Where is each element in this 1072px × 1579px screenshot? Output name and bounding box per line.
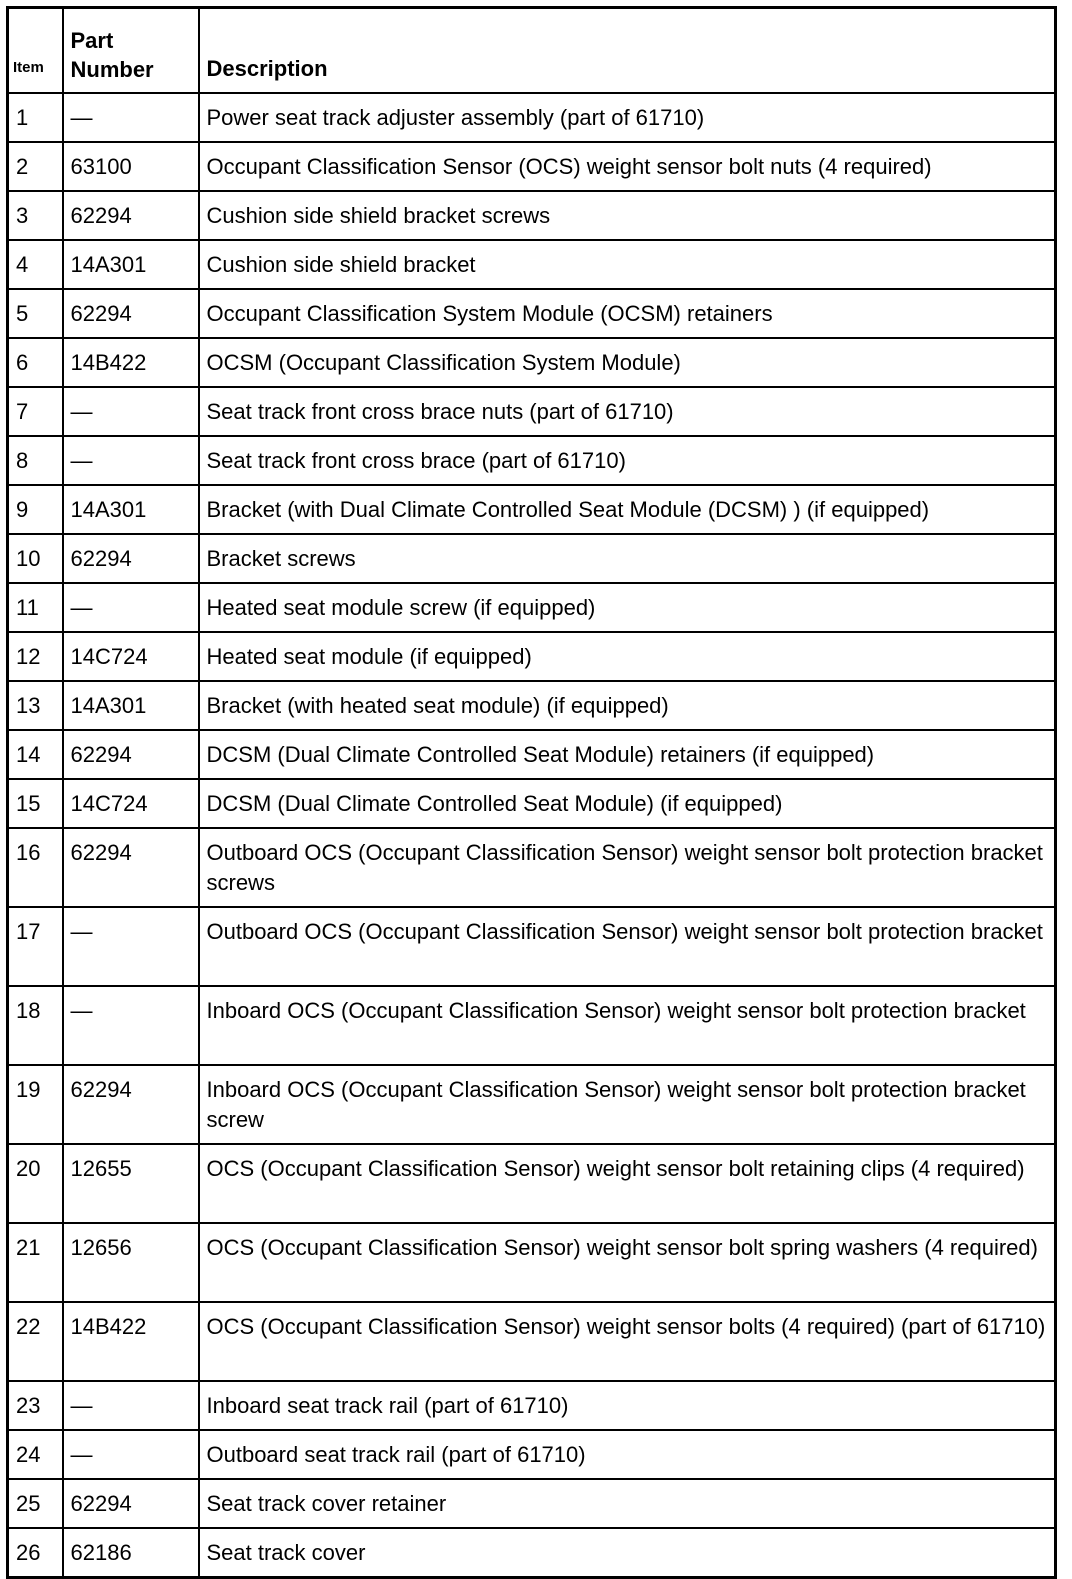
part-number-cell: 14C724 xyxy=(63,779,199,828)
table-row xyxy=(8,485,1056,534)
table-row xyxy=(8,907,1056,986)
description-cell: Inboard OCS (Occupant Classification Sensor) weight sensor bolt protection bracket screw xyxy=(199,1065,1056,1144)
table-row xyxy=(8,1144,1056,1223)
description-cell: OCS (Occupant Classification Sensor) weight sensor bolt spring washers (4 required) xyxy=(199,1223,1056,1302)
description-cell: Inboard seat track rail (part of 61710) xyxy=(199,1381,1056,1430)
item-cell: 19 xyxy=(8,1065,63,1144)
description-cell: Seat track front cross brace (part of 61710) xyxy=(199,436,1056,485)
item-cell: 10 xyxy=(8,534,63,583)
item-cell: 14 xyxy=(8,730,63,779)
table-row xyxy=(8,632,1056,681)
part-number-cell: 12655 xyxy=(63,1144,199,1223)
item-cell: 25 xyxy=(8,1479,63,1528)
item-cell: 18 xyxy=(8,986,63,1065)
item-cell: 9 xyxy=(8,485,63,534)
description-column-header: Description xyxy=(199,8,1056,94)
part-number-cell: — xyxy=(63,436,199,485)
part-number-cell: 62294 xyxy=(63,289,199,338)
table-row xyxy=(8,142,1056,191)
description-cell: Seat track cover xyxy=(199,1528,1056,1578)
part-number-cell: 14A301 xyxy=(63,485,199,534)
description-cell: Power seat track adjuster assembly (part of 61710) xyxy=(199,93,1056,142)
item-cell: 11 xyxy=(8,583,63,632)
part-number-cell: 62294 xyxy=(63,1479,199,1528)
part-number-cell: 14B422 xyxy=(63,1302,199,1381)
item-cell: 1 xyxy=(8,93,63,142)
part-number-cell: 62294 xyxy=(63,534,199,583)
part-number-cell: — xyxy=(63,93,199,142)
item-cell: 13 xyxy=(8,681,63,730)
item-cell: 16 xyxy=(8,828,63,907)
part-number-cell: 62294 xyxy=(63,730,199,779)
part-number-cell: — xyxy=(63,986,199,1065)
description-cell: Occupant Classification Sensor (OCS) weight sensor bolt nuts (4 required) xyxy=(199,142,1056,191)
table-row xyxy=(8,986,1056,1065)
part-number-cell: 14A301 xyxy=(63,240,199,289)
item-cell: 23 xyxy=(8,1381,63,1430)
table-row xyxy=(8,1430,1056,1479)
description-cell: OCS (Occupant Classification Sensor) weight sensor bolts (4 required) (part of 61710) xyxy=(199,1302,1056,1381)
item-cell: 24 xyxy=(8,1430,63,1479)
table-row xyxy=(8,681,1056,730)
description-cell: Seat track front cross brace nuts (part of 61710) xyxy=(199,387,1056,436)
part-number-cell: 62294 xyxy=(63,1065,199,1144)
item-column-header: Item xyxy=(8,8,63,94)
table-row xyxy=(8,828,1056,907)
table-row xyxy=(8,779,1056,828)
description-cell: Occupant Classification System Module (OCSM) retainers xyxy=(199,289,1056,338)
description-cell: DCSM (Dual Climate Controlled Seat Module) retainers (if equipped) xyxy=(199,730,1056,779)
table-row xyxy=(8,730,1056,779)
description-cell: Heated seat module (if equipped) xyxy=(199,632,1056,681)
table-header xyxy=(8,8,1056,94)
part-number-cell: — xyxy=(63,907,199,986)
part-number-column-header: Part Number xyxy=(63,8,199,94)
part-number-cell: 62294 xyxy=(63,828,199,907)
description-cell: Bracket (with Dual Climate Controlled Seat Module (DCSM) ) (if equipped) xyxy=(199,485,1056,534)
description-cell: Outboard seat track rail (part of 61710) xyxy=(199,1430,1056,1479)
part-number-cell: 14B422 xyxy=(63,338,199,387)
description-cell: Heated seat module screw (if equipped) xyxy=(199,583,1056,632)
part-number-cell: 14A301 xyxy=(63,681,199,730)
table-row xyxy=(8,1381,1056,1430)
table-row xyxy=(8,534,1056,583)
description-cell: OCS (Occupant Classification Sensor) weight sensor bolt retaining clips (4 required) xyxy=(199,1144,1056,1223)
part-number-cell: 62294 xyxy=(63,191,199,240)
part-number-cell: — xyxy=(63,387,199,436)
description-cell: Bracket (with heated seat module) (if equipped) xyxy=(199,681,1056,730)
item-cell: 3 xyxy=(8,191,63,240)
item-cell: 15 xyxy=(8,779,63,828)
table-row xyxy=(8,583,1056,632)
table-row xyxy=(8,436,1056,485)
item-cell: 6 xyxy=(8,338,63,387)
table-row xyxy=(8,1065,1056,1144)
parts-table xyxy=(6,6,1057,1579)
table-row xyxy=(8,1302,1056,1381)
item-cell: 8 xyxy=(8,436,63,485)
header-row xyxy=(8,8,1056,94)
item-cell: 12 xyxy=(8,632,63,681)
table-row xyxy=(8,191,1056,240)
part-number-cell: — xyxy=(63,1381,199,1430)
table-row xyxy=(8,93,1056,142)
description-cell: DCSM (Dual Climate Controlled Seat Module) (if equipped) xyxy=(199,779,1056,828)
table-row xyxy=(8,338,1056,387)
table-row xyxy=(8,387,1056,436)
description-cell: Inboard OCS (Occupant Classification Sensor) weight sensor bolt protection bracket xyxy=(199,986,1056,1065)
description-cell: Cushion side shield bracket screws xyxy=(199,191,1056,240)
description-cell: Bracket screws xyxy=(199,534,1056,583)
item-cell: 2 xyxy=(8,142,63,191)
item-cell: 22 xyxy=(8,1302,63,1381)
part-number-cell: 14C724 xyxy=(63,632,199,681)
part-number-cell: — xyxy=(63,1430,199,1479)
description-cell: Cushion side shield bracket xyxy=(199,240,1056,289)
description-cell: Outboard OCS (Occupant Classification Sensor) weight sensor bolt protection bracket screws xyxy=(199,828,1056,907)
table-row xyxy=(8,1479,1056,1528)
item-cell: 7 xyxy=(8,387,63,436)
item-cell: 4 xyxy=(8,240,63,289)
description-cell: Seat track cover retainer xyxy=(199,1479,1056,1528)
part-number-cell: 62186 xyxy=(63,1528,199,1578)
table-row xyxy=(8,240,1056,289)
item-cell: 21 xyxy=(8,1223,63,1302)
part-number-cell: — xyxy=(63,583,199,632)
table-row xyxy=(8,1223,1056,1302)
description-cell: Outboard OCS (Occupant Classification Sensor) weight sensor bolt protection bracket xyxy=(199,907,1056,986)
table-row xyxy=(8,289,1056,338)
item-cell: 20 xyxy=(8,1144,63,1223)
item-cell: 26 xyxy=(8,1528,63,1578)
item-cell: 5 xyxy=(8,289,63,338)
description-cell: OCSM (Occupant Classification System Module) xyxy=(199,338,1056,387)
part-number-cell: 63100 xyxy=(63,142,199,191)
table-body xyxy=(8,93,1056,1578)
item-cell: 17 xyxy=(8,907,63,986)
table-row xyxy=(8,1528,1056,1578)
part-number-cell: 12656 xyxy=(63,1223,199,1302)
